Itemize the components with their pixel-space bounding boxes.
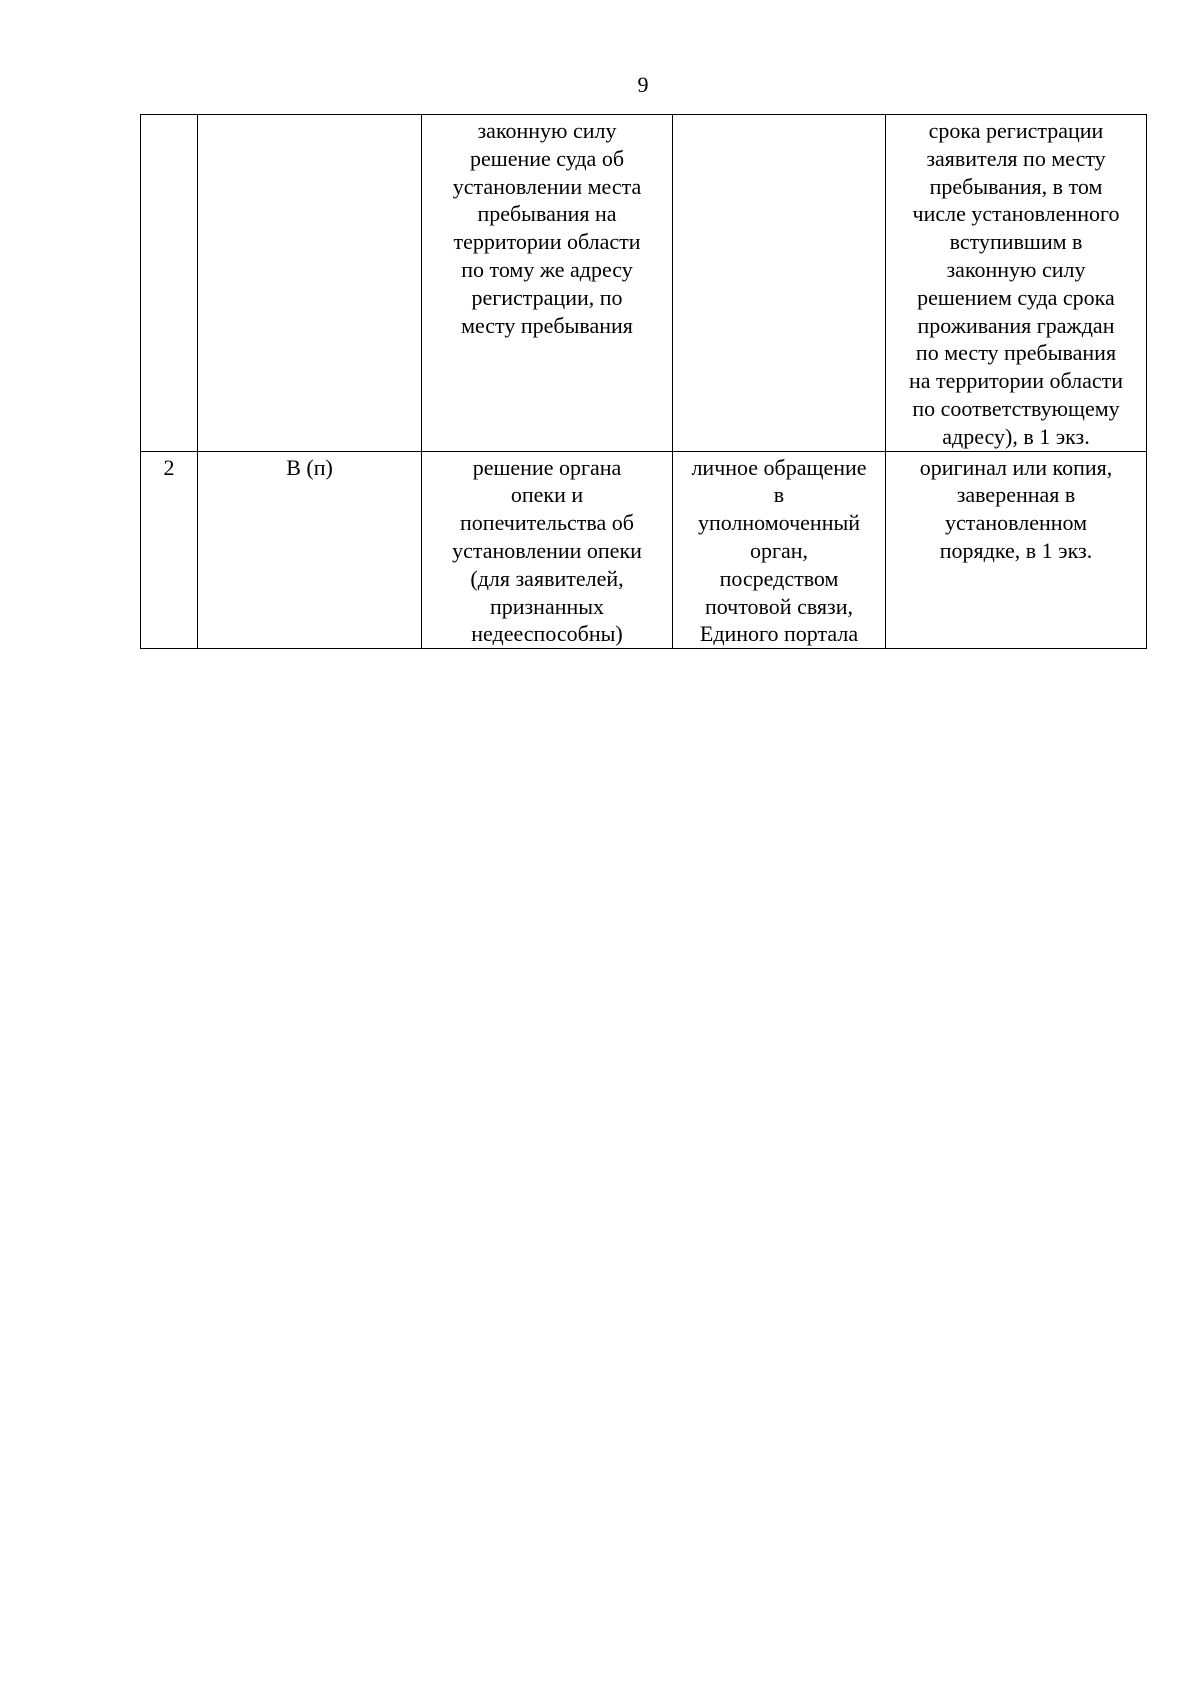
document-form-text: оригинал или копия, заверенная в установленном порядке, в 1 экз.: [919, 454, 1113, 563]
document-form-text: срока регистрации заявителя по месту пребывания, в том числе установленного вступившим в законную силу решением суда срока проживания граждан по месту пребывания на территории области по соответствующему адресу), в 1 экз.: [908, 118, 1124, 449]
document-text: законную силу решение суда об установлении места пребывания на территории области по тому же адресу регистрации, по месту пребывания: [452, 118, 642, 338]
submission-method-cell: [673, 451, 886, 649]
document-form-cell: [886, 451, 1147, 649]
category-text: В (п): [286, 454, 333, 480]
category-cell: [198, 115, 422, 452]
table-row: [141, 115, 1147, 452]
document-form-cell: [886, 115, 1147, 452]
document-text: решение органа опеки и попечительства об установлении опеки (для заявителей, признанных недееспособны): [452, 454, 642, 647]
row-number-cell: [141, 115, 198, 452]
documents-table: [140, 114, 1147, 649]
document-cell: [422, 115, 673, 452]
table-row: [141, 451, 1147, 649]
page-number: 9: [637, 72, 649, 97]
category-cell: [198, 451, 422, 649]
document-cell: [422, 451, 673, 649]
submission-method-cell: [673, 115, 886, 452]
row-number-cell: [141, 451, 198, 649]
row-number: 2: [163, 454, 175, 480]
submission-method-text: личное обращение в уполномоченный орган, посредством почтовой связи, Единого портала: [691, 454, 867, 647]
